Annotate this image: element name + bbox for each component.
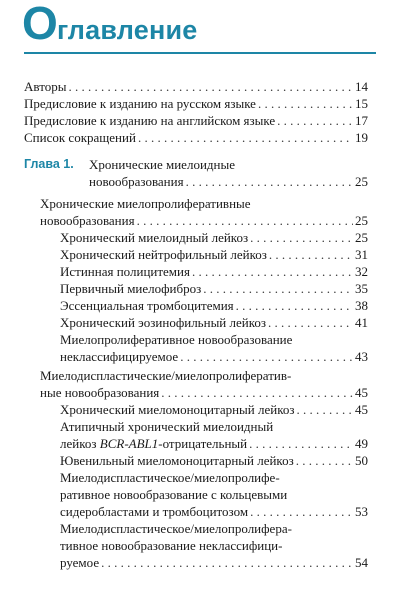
section-mds-mpn-line1[interactable]: Миелодиспластические/миелопролифератив- xyxy=(40,368,292,383)
toc-entry-preface-en[interactable]: Предисловие к изданию на английском языке . . . 17 xyxy=(24,112,368,129)
dot-leader xyxy=(249,435,353,452)
dot-leader xyxy=(236,297,353,314)
toc-entry-mpn-unclassified[interactable]: неклассифицируемое . . . 43 xyxy=(60,348,368,365)
toc-entry-preface-ru[interactable]: Предисловие к изданию на русском языке . . . 15 xyxy=(24,95,368,112)
dot-leader xyxy=(250,229,353,246)
toc-entry-jmml[interactable]: Ювенильный миеломоноцитарный лейкоз . . . 50 xyxy=(60,452,368,469)
dot-leader xyxy=(101,554,353,571)
toc-entry-cel[interactable]: Хронический эозинофильный лейкоз . . . 41 xyxy=(60,314,368,331)
toc-entry-abbreviations[interactable]: Список сокращений . . . 19 xyxy=(24,129,368,146)
toc-entry-pv[interactable]: Истинная полицитемия . . . 32 xyxy=(60,263,368,280)
dot-leader xyxy=(297,401,354,418)
toc-entry-authors[interactable]: Авторы . . . 14 xyxy=(24,78,368,95)
mpn-unclassified-line1[interactable]: Миелопролиферативное новообразование xyxy=(60,332,293,347)
dot-leader xyxy=(258,95,353,112)
title-initial: О xyxy=(22,0,58,49)
toc-entry-cmml[interactable]: Хронический миеломоноцитарный лейкоз . . . 45 xyxy=(60,401,368,418)
toc-entry-cml[interactable]: Хронический миелоидный лейкоз . . . 25 xyxy=(60,229,368,246)
dot-leader xyxy=(180,348,353,365)
dot-leader xyxy=(192,263,353,280)
atypical-cml-line1[interactable]: Атипичный хронический миелоидный xyxy=(60,419,274,434)
page-title xyxy=(22,0,198,49)
title-rest: главление xyxy=(56,15,198,45)
dot-leader xyxy=(268,314,353,331)
toc-entry-et[interactable]: Эссенциальная тромбоцитемия . . . 38 xyxy=(60,297,368,314)
mds-mpn-unclassified-line2[interactable]: тивное новообразование неклассифици- xyxy=(60,538,283,553)
dot-leader xyxy=(161,384,353,401)
mds-mpn-unclassified-line1[interactable]: Миелодиспластическое/миелопролифера- xyxy=(60,521,292,536)
toc-entry-section-mds-mpn[interactable]: ные новообразования . . . 45 xyxy=(40,384,368,401)
toc-entry-pmf[interactable]: Первичный миелофиброз . . . 35 xyxy=(60,280,368,297)
ring-sidero-line2[interactable]: ративное новообразование с кольцевыми xyxy=(60,487,288,502)
dot-leader xyxy=(277,112,353,129)
chapter-number: Глава 1. xyxy=(24,157,74,171)
chapter-title-line1[interactable]: Хронические миелоидные xyxy=(89,157,235,172)
title-underline xyxy=(24,52,376,54)
dot-leader xyxy=(269,246,353,263)
dot-leader xyxy=(137,212,353,229)
toc-entry-cnl[interactable]: Хронический нейтрофильный лейкоз . . . 31 xyxy=(60,246,368,263)
dot-leader xyxy=(68,78,353,95)
dot-leader xyxy=(203,280,353,297)
section-mpn-line1[interactable]: Хронические миелопролиферативные xyxy=(40,196,251,211)
toc-entry-section-mpn[interactable]: новообразования . . . 25 xyxy=(40,212,368,229)
toc-entry-atypical-cml[interactable]: лейкоз BCR-ABL1-отрицательный . . . 49 xyxy=(60,435,368,452)
ring-sidero-line1[interactable]: Миелодиспластическое/миелопролифе- xyxy=(60,470,280,485)
toc-entry-chapter1[interactable]: новообразования . . . 25 xyxy=(89,173,368,190)
dot-leader xyxy=(296,452,353,469)
toc-entry-ring-sidero[interactable]: сидеробластами и тромбоцитозом . . . 53 xyxy=(60,503,368,520)
dot-leader xyxy=(186,173,353,190)
dot-leader xyxy=(138,129,353,146)
dot-leader xyxy=(250,503,353,520)
toc-entry-mds-mpn-unclassified[interactable]: руемое . . . 54 xyxy=(60,554,368,571)
